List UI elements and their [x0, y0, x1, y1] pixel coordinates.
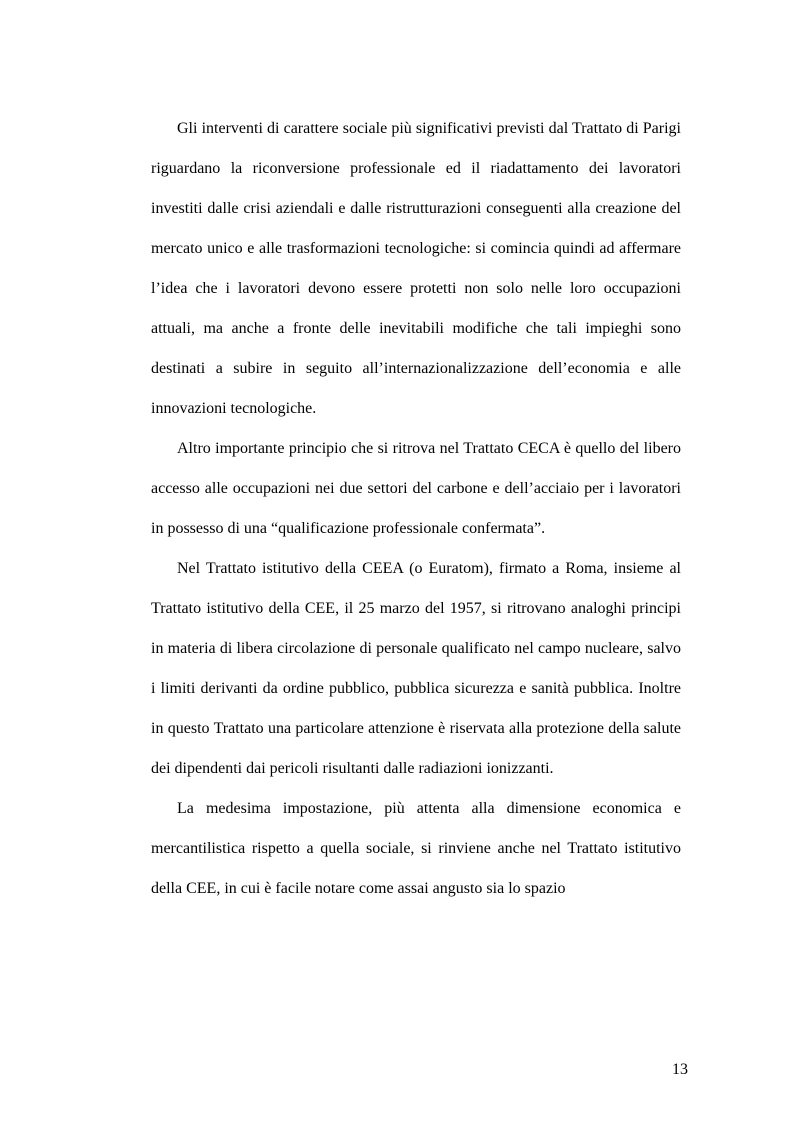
paragraph-1: Gli interventi di carattere sociale più significativi previsti dal Trattato di Parigi riguardano la riconversione professionale ed il riadattamento dei lavoratori investiti dalle crisi aziendali e dalle ristrutturazioni conseguenti alla creazione del mercato unico e alle trasformazioni tecnologiche: si comincia quindi ad affermare l’idea che i lavoratori devono essere protetti non solo nelle loro occupazioni attuali, ma anche a fronte delle inevitabili modifiche che tali impieghi sono destinati a subire in seguito all’internazionalizzazione dell’economia e alle innovazioni tecnologiche. [151, 120, 681, 417]
page-number: 13 [672, 1061, 688, 1078]
paragraph-2: Altro importante principio che si ritrova nel Trattato CECA è quello del libero accesso alle occupazioni nei due settori del carbone e dell’acciaio per i lavoratori in possesso di una “qualificazione professionale confermata”. [151, 440, 681, 537]
body-text [151, 109, 681, 909]
paragraph-3: Nel Trattato istitutivo della CEEA (o Euratom), firmato a Roma, insieme al Trattato istitutivo della CEE, il 25 marzo del 1957, si ritrovano analoghi principi in materia di libera circolazione di personale qualificato nel campo nucleare, salvo i limiti derivanti da ordine pubblico, pubblica sicurezza e sanità pubblica. Inoltre in questo Trattato una particolare attenzione è riservata alla protezione della salute dei dipendenti dai pericoli risultanti dalle radiazioni ionizzanti. [151, 560, 681, 777]
paragraph-4: La medesima impostazione, più attenta alla dimensione economica e mercantilistica rispetto a quella sociale, si rinviene anche nel Trattato istitutivo della CEE, in cui è facile notare come assai angusto sia lo spazio [151, 800, 681, 897]
